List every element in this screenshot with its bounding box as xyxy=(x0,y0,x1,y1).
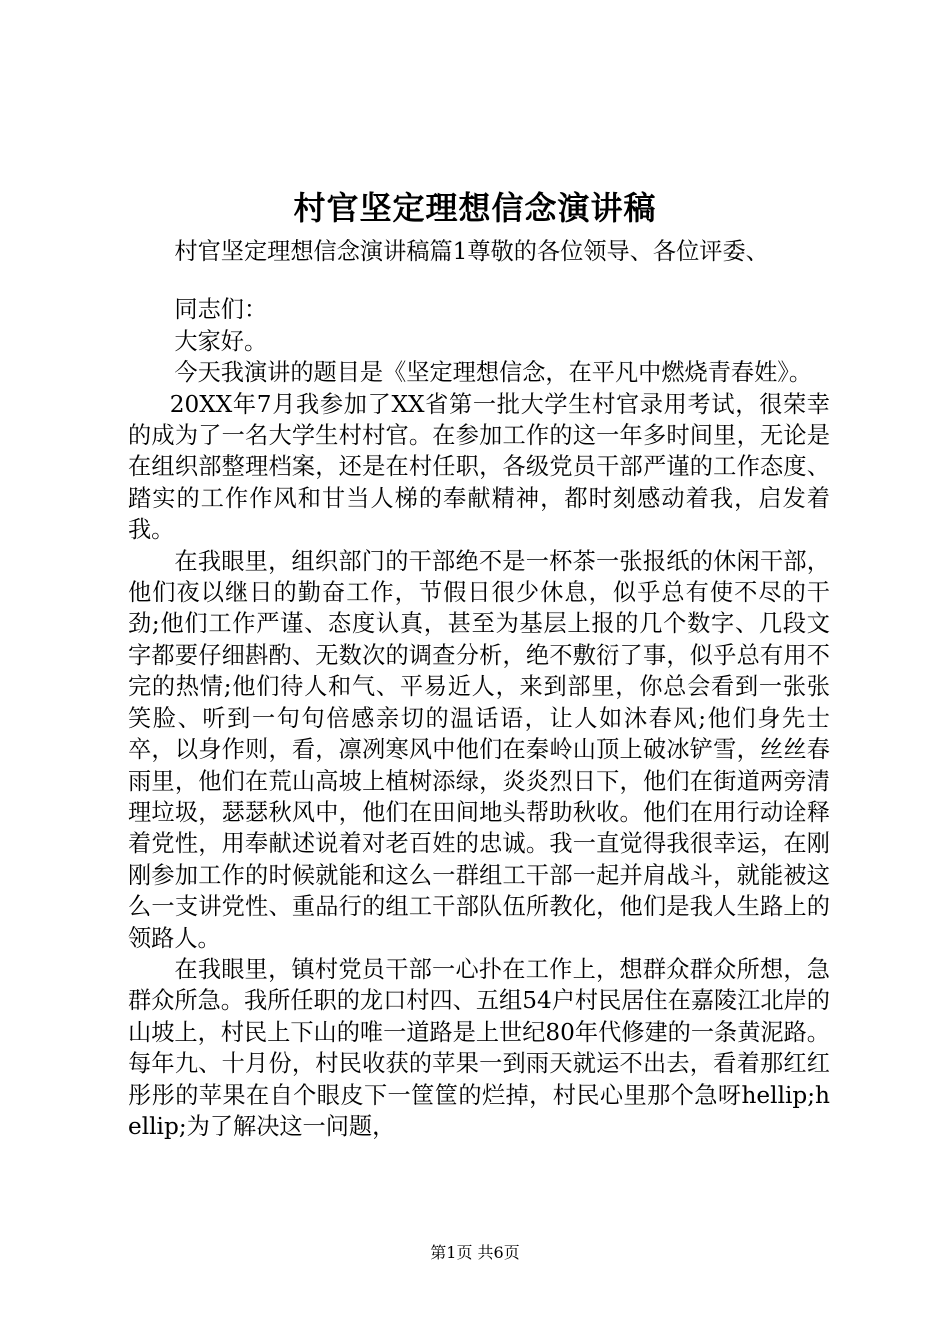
paragraph-2: 同志们： xyxy=(174,296,268,324)
page-number-footer: 第1页 共6页 xyxy=(430,1243,520,1262)
paragraph-1: 村官坚定理想信念演讲稿篇1尊敬的各位领导、各位评委、 xyxy=(174,238,769,265)
paragraph-6: 在我眼里，组织部门的干部绝不是一杯茶一张报纸的休闲干部，他们夜以继日的勤奋工作，节假日很少休息，似乎总有使不尽的干劲;他们工作严谨、态度认真，甚至为基层上报的几个数字、几段文字都要仔细斟酌、无数次的调查分析，绝不敷衍了事，似乎总有用不完的热情;他们待人和气、平易近人，来到部里，你总会看到一张张笑脸、听到一句句倍感亲切的温话语，让人如沐春风;他们身先士卒，以身作则，看，凛冽寒风中他们在秦岭山顶上破冰铲雪，丝丝春雨里，他们在荒山高坡上植树添绿，炎炎烈日下，他们在街道两旁清理垃圾，瑟瑟秋风中，他们在田间地头帮助秋收。他们在用行动诠释着党性，用奉献述说着对老百姓的忠诚。我一直觉得我很幸运，在刚刚参加工作的时候就能和这么一群组工干部一起并肩战斗，就能被这么一支讲党性、重品行的组工干部队伍所教化，他们是我人生路上的领路人。 xyxy=(128,547,830,952)
page-title: 村官坚定理想信念演讲稿 xyxy=(293,189,657,227)
paragraph-5: 20XX年7月我参加了XX省第一批大学生村官录用考试，很荣幸的成为了一名大学生村村官。在参加工作的这一年多时间里，无论是在组织部整理档案，还是在村任职，各级党员干部严谨的工作态度、踏实的工作作风和甘当人梯的奉献精神，都时刻感动着我，启发着我。 xyxy=(128,390,830,544)
paragraph-4: 今天我演讲的题目是《坚定理想信念，在平凡中燃烧青春姓》。 xyxy=(174,359,813,387)
document-body xyxy=(128,236,830,1142)
paragraph-3: 大家好。 xyxy=(174,327,268,355)
paragraph-7: 在我眼里，镇村党员干部一心扑在工作上，想群众群众所想，急群众所急。我所任职的龙口村四、五组54户村民居住在嘉陵江北岸的山坡上，村民上下山的唯一道路是上世纪80年代修建的一条黄泥路。每年九、十月份，村民收获的苹果一到雨天就运不出去，看着那红红彤彤的苹果在自个眼皮下一筐筐的烂掉，村民心里那个急呀hellip;hellip;为了解决这一问题， xyxy=(128,955,830,1140)
